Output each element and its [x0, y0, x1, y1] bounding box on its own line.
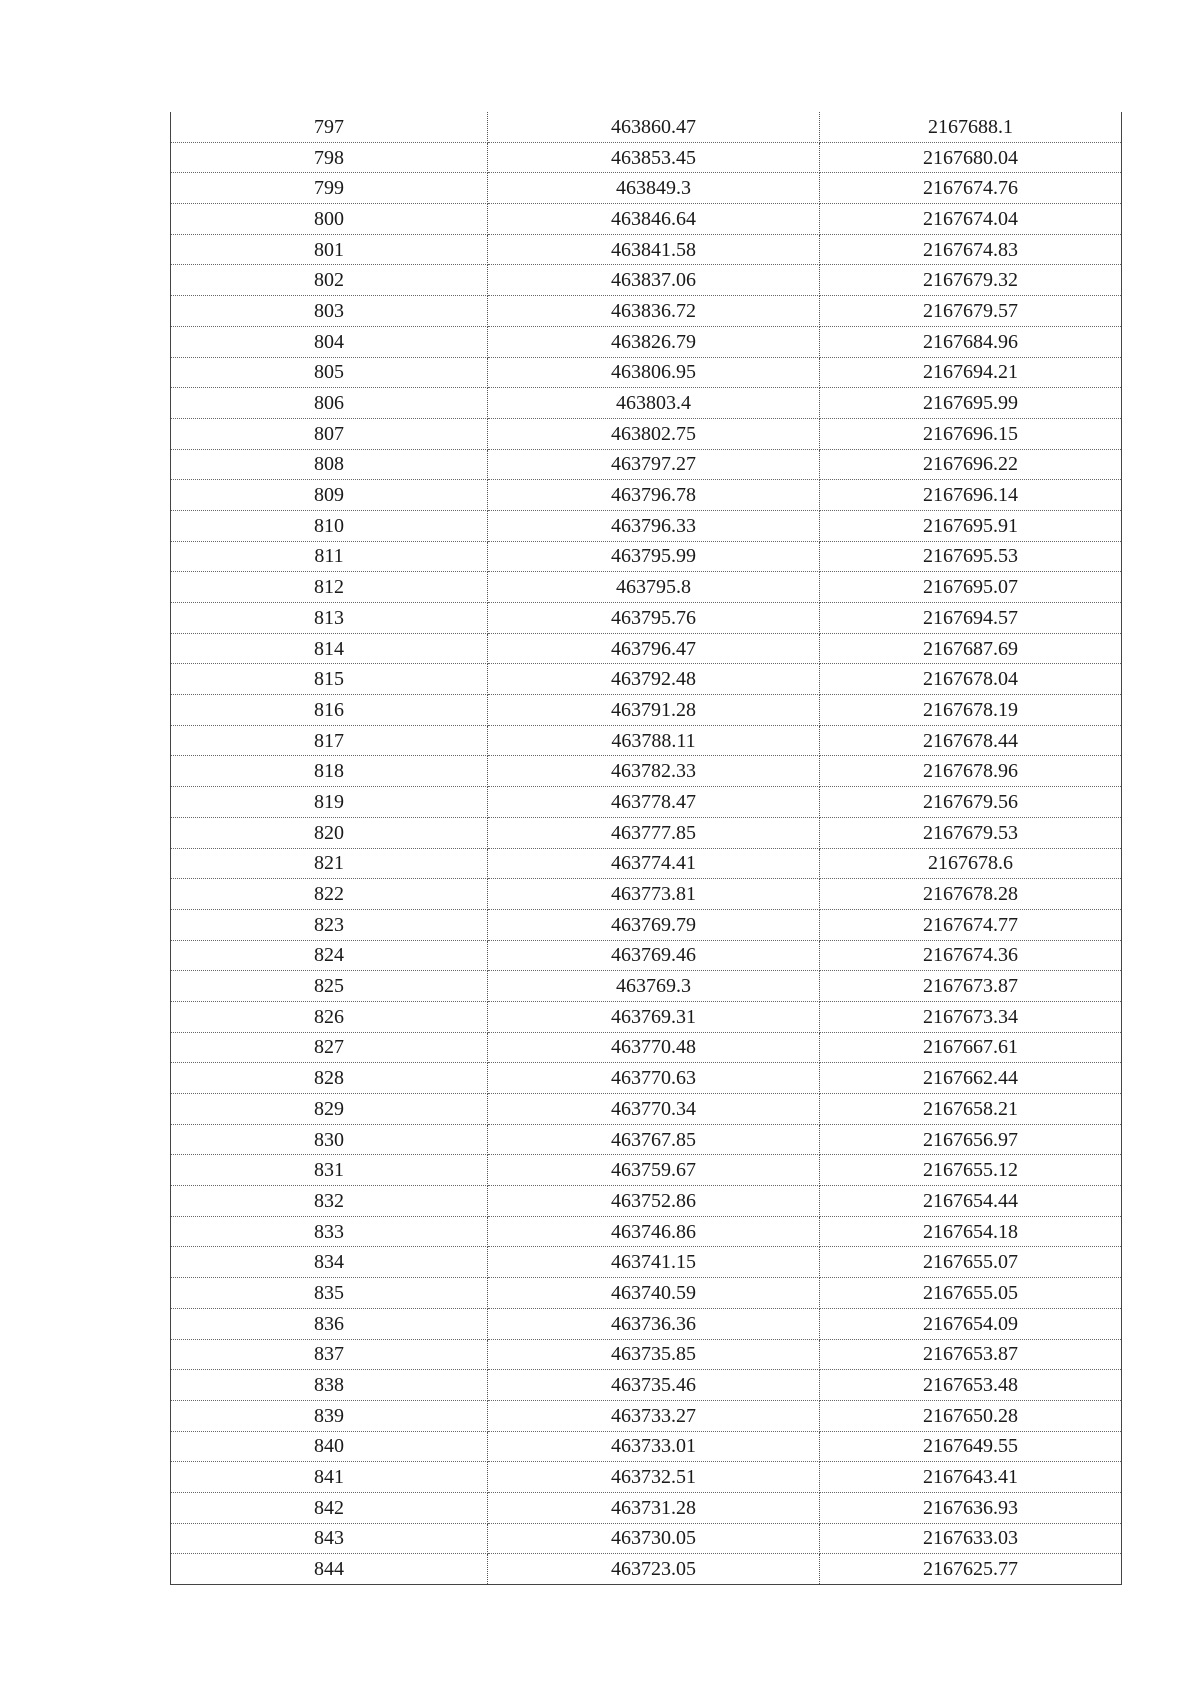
x-coordinate-cell: 463836.72 — [488, 296, 820, 327]
y-coordinate-cell: 2167649.55 — [820, 1431, 1122, 1462]
table-row — [171, 695, 1122, 726]
point-number-cell: 838 — [171, 1370, 488, 1401]
table-row — [171, 418, 1122, 449]
table-row — [171, 664, 1122, 695]
table-row — [171, 633, 1122, 664]
table-row — [171, 234, 1122, 265]
y-coordinate-cell: 2167688.1 — [820, 112, 1122, 142]
x-coordinate-cell: 463740.59 — [488, 1278, 820, 1309]
point-number-cell: 842 — [171, 1492, 488, 1523]
point-number-cell: 822 — [171, 879, 488, 910]
y-coordinate-cell: 2167694.57 — [820, 603, 1122, 634]
table-row — [171, 1554, 1122, 1585]
table-row — [171, 1063, 1122, 1094]
y-coordinate-cell: 2167679.56 — [820, 787, 1122, 818]
y-coordinate-cell: 2167654.09 — [820, 1308, 1122, 1339]
point-number-cell: 805 — [171, 357, 488, 388]
y-coordinate-cell: 2167695.53 — [820, 541, 1122, 572]
y-coordinate-cell: 2167678.44 — [820, 725, 1122, 756]
table-row — [171, 971, 1122, 1002]
table-row — [171, 817, 1122, 848]
point-number-cell: 840 — [171, 1431, 488, 1462]
table-row — [171, 388, 1122, 419]
y-coordinate-cell: 2167673.34 — [820, 1001, 1122, 1032]
x-coordinate-cell: 463769.46 — [488, 940, 820, 971]
x-coordinate-cell: 463767.85 — [488, 1124, 820, 1155]
x-coordinate-cell: 463796.47 — [488, 633, 820, 664]
y-coordinate-cell: 2167674.36 — [820, 940, 1122, 971]
table-row — [171, 603, 1122, 634]
point-number-cell: 816 — [171, 695, 488, 726]
x-coordinate-cell: 463803.4 — [488, 388, 820, 419]
table-row — [171, 1155, 1122, 1186]
table-row — [171, 480, 1122, 511]
table-row — [171, 787, 1122, 818]
x-coordinate-cell: 463797.27 — [488, 449, 820, 480]
y-coordinate-cell: 2167654.44 — [820, 1186, 1122, 1217]
point-number-cell: 843 — [171, 1523, 488, 1554]
point-number-cell: 837 — [171, 1339, 488, 1370]
coordinates-table — [170, 112, 1122, 1585]
x-coordinate-cell: 463849.3 — [488, 173, 820, 204]
point-number-cell: 832 — [171, 1186, 488, 1217]
x-coordinate-cell: 463806.95 — [488, 357, 820, 388]
y-coordinate-cell: 2167674.04 — [820, 204, 1122, 235]
x-coordinate-cell: 463841.58 — [488, 234, 820, 265]
x-coordinate-cell: 463731.28 — [488, 1492, 820, 1523]
y-coordinate-cell: 2167679.57 — [820, 296, 1122, 327]
x-coordinate-cell: 463778.47 — [488, 787, 820, 818]
point-number-cell: 804 — [171, 326, 488, 357]
point-number-cell: 829 — [171, 1094, 488, 1125]
y-coordinate-cell: 2167653.87 — [820, 1339, 1122, 1370]
table-row — [171, 1492, 1122, 1523]
y-coordinate-cell: 2167656.97 — [820, 1124, 1122, 1155]
x-coordinate-cell: 463795.99 — [488, 541, 820, 572]
x-coordinate-cell: 463826.79 — [488, 326, 820, 357]
y-coordinate-cell: 2167674.83 — [820, 234, 1122, 265]
y-coordinate-cell: 2167696.14 — [820, 480, 1122, 511]
table-row — [171, 1032, 1122, 1063]
table-row — [171, 112, 1122, 142]
x-coordinate-cell: 463782.33 — [488, 756, 820, 787]
y-coordinate-cell: 2167674.77 — [820, 909, 1122, 940]
y-coordinate-cell: 2167687.69 — [820, 633, 1122, 664]
point-number-cell: 817 — [171, 725, 488, 756]
point-number-cell: 818 — [171, 756, 488, 787]
y-coordinate-cell: 2167655.05 — [820, 1278, 1122, 1309]
table-row — [171, 1339, 1122, 1370]
y-coordinate-cell: 2167679.53 — [820, 817, 1122, 848]
table-row — [171, 940, 1122, 971]
table-row — [171, 296, 1122, 327]
x-coordinate-cell: 463770.63 — [488, 1063, 820, 1094]
y-coordinate-cell: 2167658.21 — [820, 1094, 1122, 1125]
point-number-cell: 797 — [171, 112, 488, 142]
point-number-cell: 815 — [171, 664, 488, 695]
table-row — [171, 1278, 1122, 1309]
point-number-cell: 825 — [171, 971, 488, 1002]
y-coordinate-cell: 2167633.03 — [820, 1523, 1122, 1554]
y-coordinate-cell: 2167674.76 — [820, 173, 1122, 204]
table-row — [171, 1124, 1122, 1155]
point-number-cell: 810 — [171, 510, 488, 541]
table-row — [171, 357, 1122, 388]
point-number-cell: 839 — [171, 1400, 488, 1431]
table-row — [171, 572, 1122, 603]
table-row — [171, 756, 1122, 787]
point-number-cell: 800 — [171, 204, 488, 235]
point-number-cell: 835 — [171, 1278, 488, 1309]
y-coordinate-cell: 2167696.15 — [820, 418, 1122, 449]
x-coordinate-cell: 463746.86 — [488, 1216, 820, 1247]
point-number-cell: 830 — [171, 1124, 488, 1155]
point-number-cell: 820 — [171, 817, 488, 848]
table-row — [171, 1247, 1122, 1278]
table-row — [171, 848, 1122, 879]
y-coordinate-cell: 2167662.44 — [820, 1063, 1122, 1094]
table-row — [171, 909, 1122, 940]
point-number-cell: 819 — [171, 787, 488, 818]
x-coordinate-cell: 463796.33 — [488, 510, 820, 541]
table-row — [171, 541, 1122, 572]
point-number-cell: 827 — [171, 1032, 488, 1063]
table-row — [171, 510, 1122, 541]
point-number-cell: 802 — [171, 265, 488, 296]
point-number-cell: 812 — [171, 572, 488, 603]
table-row — [171, 1523, 1122, 1554]
y-coordinate-cell: 2167643.41 — [820, 1462, 1122, 1493]
table-row — [171, 1462, 1122, 1493]
point-number-cell: 833 — [171, 1216, 488, 1247]
table-row — [171, 725, 1122, 756]
x-coordinate-cell: 463735.85 — [488, 1339, 820, 1370]
x-coordinate-cell: 463741.15 — [488, 1247, 820, 1278]
table-row — [171, 1216, 1122, 1247]
point-number-cell: 834 — [171, 1247, 488, 1278]
x-coordinate-cell: 463774.41 — [488, 848, 820, 879]
x-coordinate-cell: 463792.48 — [488, 664, 820, 695]
x-coordinate-cell: 463732.51 — [488, 1462, 820, 1493]
table-body — [171, 112, 1122, 1585]
point-number-cell: 801 — [171, 234, 488, 265]
point-number-cell: 814 — [171, 633, 488, 664]
y-coordinate-cell: 2167667.61 — [820, 1032, 1122, 1063]
table-row — [171, 173, 1122, 204]
point-number-cell: 798 — [171, 142, 488, 173]
x-coordinate-cell: 463846.64 — [488, 204, 820, 235]
x-coordinate-cell: 463770.48 — [488, 1032, 820, 1063]
x-coordinate-cell: 463860.47 — [488, 112, 820, 142]
table-row — [171, 1001, 1122, 1032]
x-coordinate-cell: 463773.81 — [488, 879, 820, 910]
point-number-cell: 821 — [171, 848, 488, 879]
x-coordinate-cell: 463795.8 — [488, 572, 820, 603]
x-coordinate-cell: 463752.86 — [488, 1186, 820, 1217]
y-coordinate-cell: 2167694.21 — [820, 357, 1122, 388]
y-coordinate-cell: 2167654.18 — [820, 1216, 1122, 1247]
table-row — [171, 1431, 1122, 1462]
table-row — [171, 1370, 1122, 1401]
y-coordinate-cell: 2167678.28 — [820, 879, 1122, 910]
x-coordinate-cell: 463769.3 — [488, 971, 820, 1002]
x-coordinate-cell: 463723.05 — [488, 1554, 820, 1585]
table-row — [171, 449, 1122, 480]
point-number-cell: 836 — [171, 1308, 488, 1339]
y-coordinate-cell: 2167653.48 — [820, 1370, 1122, 1401]
y-coordinate-cell: 2167678.04 — [820, 664, 1122, 695]
point-number-cell: 811 — [171, 541, 488, 572]
y-coordinate-cell: 2167678.6 — [820, 848, 1122, 879]
point-number-cell: 803 — [171, 296, 488, 327]
point-number-cell: 828 — [171, 1063, 488, 1094]
x-coordinate-cell: 463788.11 — [488, 725, 820, 756]
y-coordinate-cell: 2167695.07 — [820, 572, 1122, 603]
point-number-cell: 813 — [171, 603, 488, 634]
point-number-cell: 844 — [171, 1554, 488, 1585]
table-row — [171, 204, 1122, 235]
table-row — [171, 326, 1122, 357]
x-coordinate-cell: 463733.01 — [488, 1431, 820, 1462]
y-coordinate-cell: 2167680.04 — [820, 142, 1122, 173]
point-number-cell: 823 — [171, 909, 488, 940]
point-number-cell: 824 — [171, 940, 488, 971]
x-coordinate-cell: 463730.05 — [488, 1523, 820, 1554]
x-coordinate-cell: 463795.76 — [488, 603, 820, 634]
point-number-cell: 799 — [171, 173, 488, 204]
table-row — [171, 1308, 1122, 1339]
point-number-cell: 826 — [171, 1001, 488, 1032]
y-coordinate-cell: 2167636.93 — [820, 1492, 1122, 1523]
x-coordinate-cell: 463735.46 — [488, 1370, 820, 1401]
table-row — [171, 879, 1122, 910]
point-number-cell: 841 — [171, 1462, 488, 1493]
y-coordinate-cell: 2167684.96 — [820, 326, 1122, 357]
x-coordinate-cell: 463796.78 — [488, 480, 820, 511]
point-number-cell: 808 — [171, 449, 488, 480]
table-row — [171, 1094, 1122, 1125]
x-coordinate-cell: 463769.31 — [488, 1001, 820, 1032]
point-number-cell: 806 — [171, 388, 488, 419]
y-coordinate-cell: 2167695.99 — [820, 388, 1122, 419]
x-coordinate-cell: 463802.75 — [488, 418, 820, 449]
point-number-cell: 831 — [171, 1155, 488, 1186]
x-coordinate-cell: 463759.67 — [488, 1155, 820, 1186]
table-row — [171, 142, 1122, 173]
y-coordinate-cell: 2167650.28 — [820, 1400, 1122, 1431]
table-row — [171, 1400, 1122, 1431]
x-coordinate-cell: 463770.34 — [488, 1094, 820, 1125]
y-coordinate-cell: 2167695.91 — [820, 510, 1122, 541]
x-coordinate-cell: 463733.27 — [488, 1400, 820, 1431]
x-coordinate-cell: 463791.28 — [488, 695, 820, 726]
point-number-cell: 807 — [171, 418, 488, 449]
y-coordinate-cell: 2167655.12 — [820, 1155, 1122, 1186]
table-row — [171, 1186, 1122, 1217]
table-row — [171, 265, 1122, 296]
y-coordinate-cell: 2167625.77 — [820, 1554, 1122, 1585]
y-coordinate-cell: 2167679.32 — [820, 265, 1122, 296]
x-coordinate-cell: 463769.79 — [488, 909, 820, 940]
y-coordinate-cell: 2167696.22 — [820, 449, 1122, 480]
y-coordinate-cell: 2167678.19 — [820, 695, 1122, 726]
y-coordinate-cell: 2167655.07 — [820, 1247, 1122, 1278]
point-number-cell: 809 — [171, 480, 488, 511]
x-coordinate-cell: 463853.45 — [488, 142, 820, 173]
x-coordinate-cell: 463777.85 — [488, 817, 820, 848]
y-coordinate-cell: 2167673.87 — [820, 971, 1122, 1002]
x-coordinate-cell: 463736.36 — [488, 1308, 820, 1339]
x-coordinate-cell: 463837.06 — [488, 265, 820, 296]
y-coordinate-cell: 2167678.96 — [820, 756, 1122, 787]
